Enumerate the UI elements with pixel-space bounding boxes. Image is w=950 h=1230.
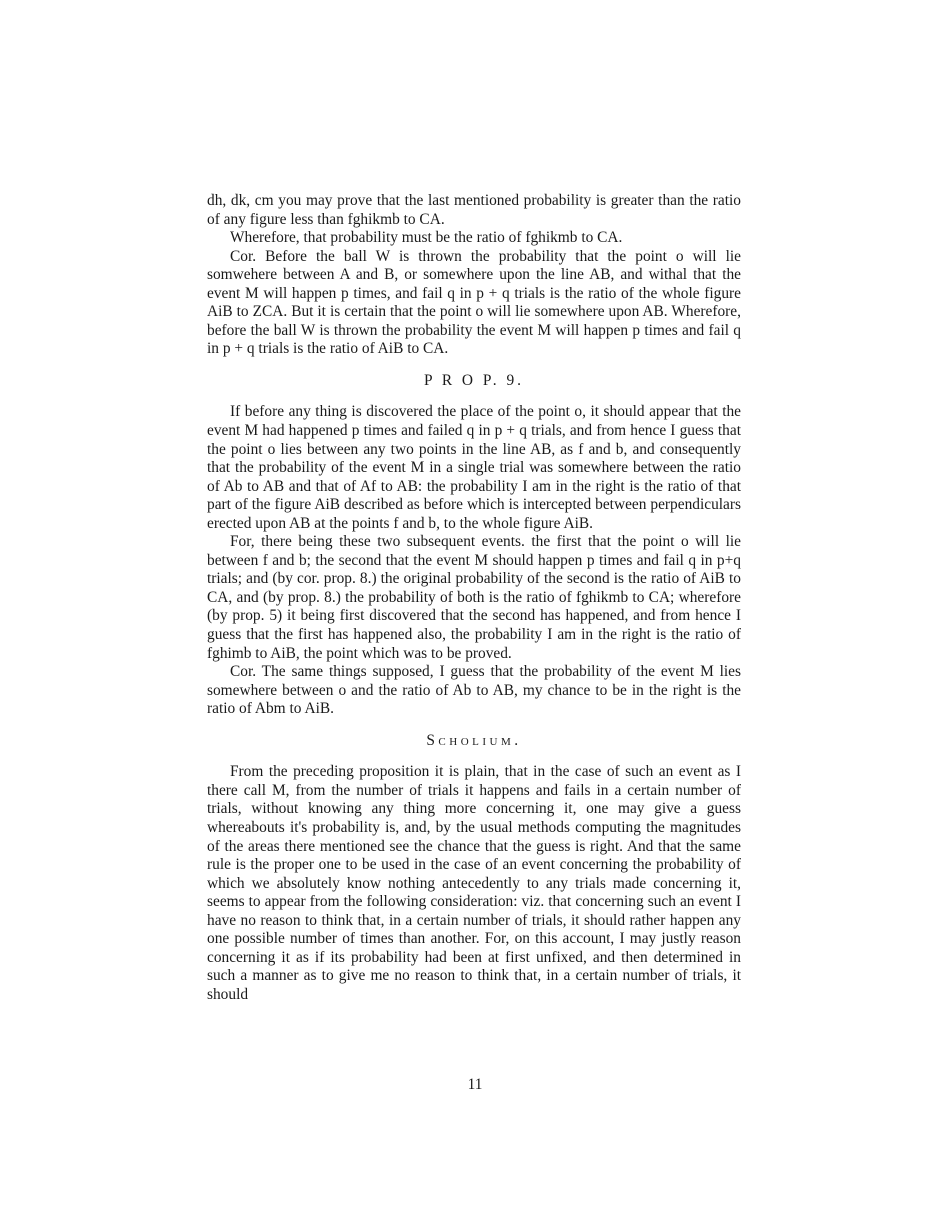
scholium-heading: Scholium. (426, 731, 522, 749)
paragraph-prop-9-corollary: Cor. The same things supposed, I guess that the probability of the event M lies somewhere between o and the ratio of Ab to AB, my chance to be in the right is the ratio of Abm to AiB. (207, 663, 741, 718)
paragraph-prop-9-statement: If before any thing is discovered the place of the point o, it should appear that the event M had happened p times and failed q in p + q trials, and from hence I guess that the point o lies between any two points in the line AB, as f and b, and consequently that the probability of the event M in a single trial was somewhere between the ratio of Ab to AB and that of Af to AB: the probability I am in the right is the ratio of that part of the figure AiB described as before which is intercepted between perpendiculars erected upon AB at the points f and b, to the whole figure AiB. (207, 403, 741, 532)
paragraph-continuation: dh, dk, cm you may prove that the last mentioned probability is greater than the ratio of any figure less than fghikmb to CA. (207, 192, 741, 228)
paragraph-wherefore: Wherefore, that probability must be the ratio of fghikmb to CA. (230, 229, 623, 247)
page-number: 11 (467, 1076, 483, 1093)
paragraph-scholium: From the preceding proposition it is plain, that in the case of such an event as I there call M, from the number of trials it happens and fails in a certain number of trials, without knowing any thing more concerning it, one may give a guess whereabouts it's probability is, and, by the usual methods computing the magnitudes of the areas there mentioned see the chance that the guess is right. And that the same rule is the proper one to be used in the case of an event concerning the probability of which we absolutely know nothing antecedently to any trials made concerning it, seems to appear from the following consideration: viz. that concerning such an event I have no reason to think that, in a certain number of trials, it should rather happen any one possible number of times than another. For, on this account, I may justly reason concerning it as if its probability had been at first unfixed, and then determined in such a manner as to give me no reason to think that, in a certain number of trials, it should (207, 763, 741, 1003)
page-body (207, 192, 741, 1004)
paragraph-prop-9-proof: For, there being these two subsequent events. the first that the point o will lie between f and b; the second that the event M should happen p times and fail q in p+q trials; and (by cor. prop. 8.) the original probability of the second is the ratio of AiB to CA, and (by prop. 8.) the probability of both is the ratio of fghikmb to CA; wherefore (by prop. 5) it being first discovered that the second has happened, and from hence I guess that the first has happened also, the probability I am in the right is the ratio of fghimb to AiB, the point which was to be proved. (207, 533, 741, 662)
paragraph-corollary-8: Cor. Before the ball W is thrown the probability that the point o will lie somwehere between A and B, or somewhere upon the line AB, and withal that the event M will happen p times, and fail q in p + q trials is the ratio of the whole figure AiB to ZCA. But it is certain that the point o will lie somewhere upon AB. Wherefore, before the ball W is thrown the probability the event M will happen p times and fail q in p + q trials is the ratio of AiB to CA. (207, 247, 741, 358)
prop-9-heading: P R O P. 9. (423, 371, 524, 389)
